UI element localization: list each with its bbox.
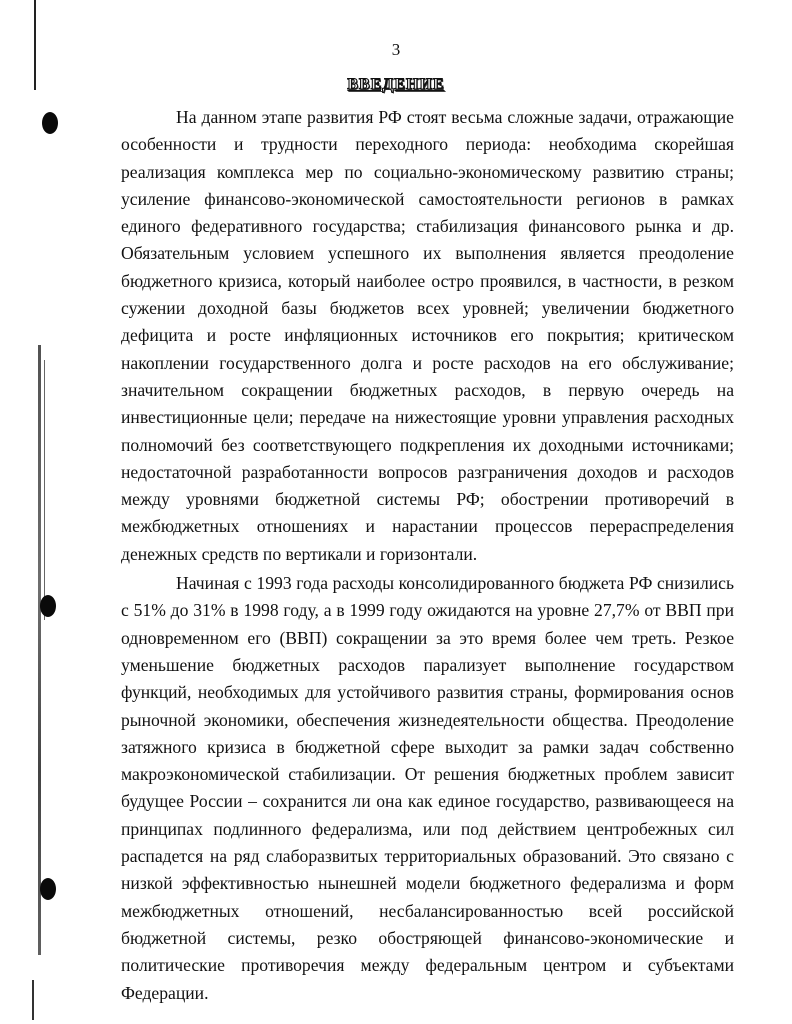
paragraph: На данном этапе развития РФ стоят весьма сложные задачи, отражающие особенности и трудности переходного периода: необходима скорейшая реализация комплекса мер по социально-экономическому развитию страны; усиление финансово-экономической самостоятельности регионов в рамках единого федеративного государства; стабилизация финансового рынка и др. Обязательным условием успешного их выполнения является преодоление бюджетного кризиса, который наиболее остро проявился, в частности, в резком сужении доходной базы бюджетов всех уровней; увеличении бюджетного дефицита и росте инфляционных источников его покрытия; критическом накоплении государственного долга и росте расходов на его обслуживание; значительном сокращении бюджетных расходов, в первую очередь на инвестиционные цели; передаче на нижестоящие уровни управления расходных полномочий без соответствующего подкрепления их доходными источниками; недостаточной разработанности вопросов разграничения доходов и расходов между уровнями бюджетной системы РФ; обострении противоречий в межбюджетных отношениях и нарастании процессов перераспределения денежных средств по вертикали и горизонтали. [121,107,734,564]
paragraph: Начиная с 1993 года расходы консолидированного бюджета РФ снизились с 51% до 31% в 1998 году, а в 1999 году ожидаются на уровне 27,7% от ВВП при одновременном его (ВВП) сокращении за это время более чем треть. Резкое уменьшение бюджетных расходов парализует выполнение государством функций, необходимых для устойчивого развития страны, формирования основ рыночной экономики, обеспечения жизнедеятельности общества. Преодоление затяжного кризиса в бюджетной сфере выходит за рамки задач собственно макроэкономической стабилизации. От решения бюджетных проблем зависит будущее России – сохранится ли она как единое государство, развивающееся на принципах подлинного федерализма, или под действием центробежных сил распадется на ряд слаборазвитых территориальных образований. Это связано с низкой эффективностью нынешней модели бюджетного федерализма и форм межбюджетных отношений, несбалансированностью всей российской бюджетной системы, резко обостряющей финансово-экономические и политические противоречия между федеральным центром и субъектами Федерации. [121,573,734,1003]
scan-edge-line [44,360,45,620]
page-number: 3 [391,40,401,59]
scan-edge-line [32,980,34,1020]
document-body [121,104,734,1007]
punch-hole-mark [40,595,56,617]
section-heading: ВВЕДЕНИЕ [347,76,445,93]
punch-hole-mark [40,878,56,900]
scan-margin-artifacts [0,0,60,1024]
scan-edge-line [38,345,41,955]
punch-hole-mark [42,112,58,134]
